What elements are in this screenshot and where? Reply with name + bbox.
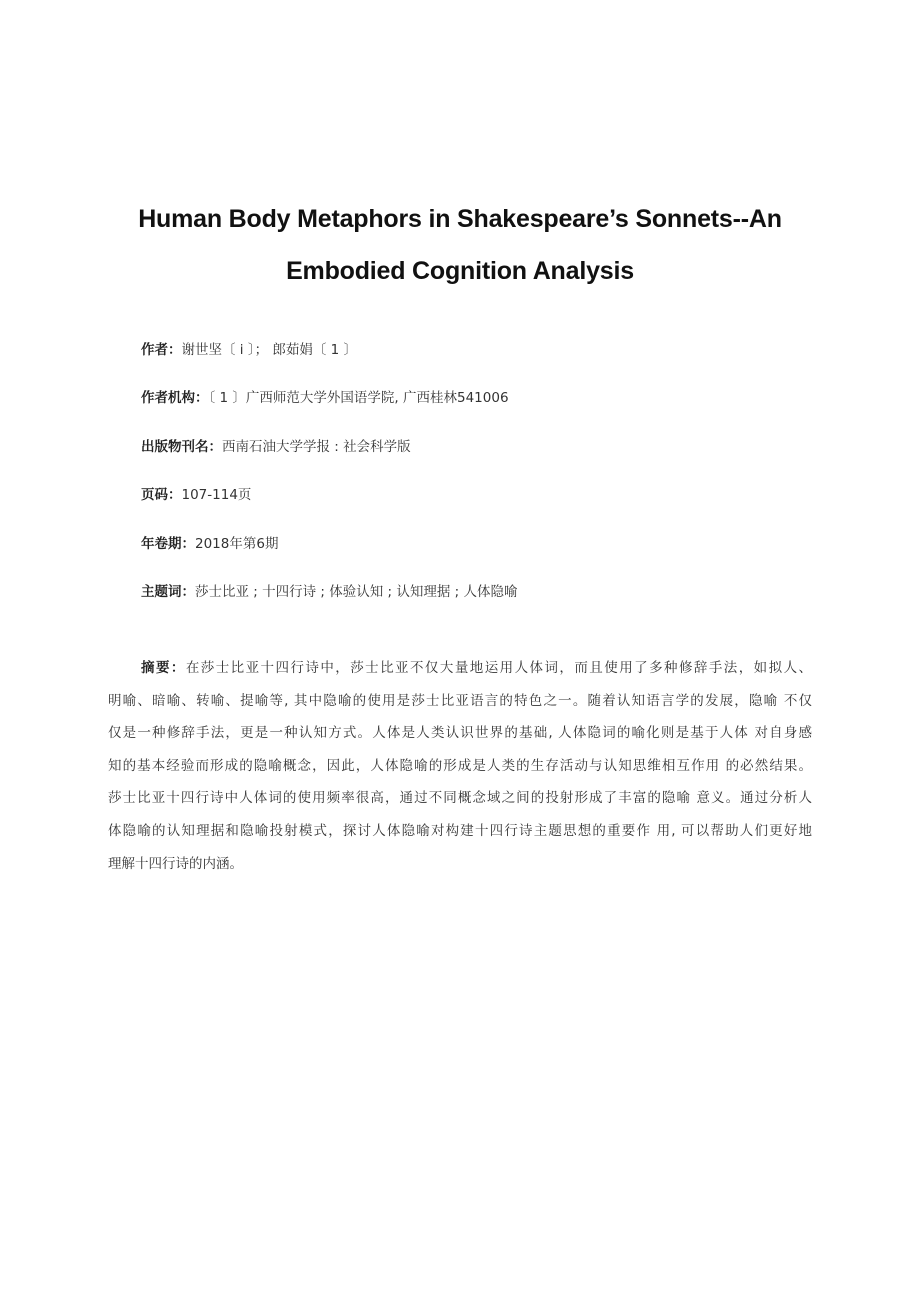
abstract-line-7: 理解十四行诗的内涵。 — [108, 855, 243, 872]
meta-affiliation — [141, 388, 821, 408]
meta-journal — [141, 437, 821, 457]
abstract — [108, 652, 812, 880]
paper-title — [60, 193, 860, 297]
abstract-line-3: 仅是一种修辞手法，更是一种认知方式。人体是人类认识世界的基础, 人体隐词的喻化则是基于人体 对自身感 — [108, 725, 812, 742]
meta-authors — [141, 340, 821, 360]
meta-value: 〔 1 〕广西师范大学外国语学院, 广西桂林541006 — [208, 390, 509, 406]
abstract-text: 在莎士比亚十四行诗中，莎士比亚不仅大量地运用人体词，而且使用了多种修辞手法，如拟人、 — [185, 660, 813, 676]
meta-label: 作者机构： — [141, 390, 209, 406]
meta-value: 2018年第6期 — [195, 536, 279, 552]
abstract-line-1 — [108, 652, 812, 685]
meta-label: 年卷期： — [141, 536, 195, 552]
paper-title-line-1: Human Body Metaphors in Shakespeare’s Sonnets--An — [138, 205, 782, 233]
paper-title-line-2: Embodied Cognition Analysis — [286, 257, 634, 285]
abstract-line-4: 知的基本经验而形成的隐喻概念，因此，人体隐喻的形成是人类的生存活动与认知思维相互作用 的必然结果。 — [108, 757, 812, 774]
meta-value: 107-114页 — [181, 487, 252, 503]
meta-value: 西南石油大学学报 : 社会科学版 — [222, 439, 411, 455]
meta-label: 页码： — [141, 487, 182, 503]
abstract-line-6: 体隐喻的认知理据和隐喻投射模式，探讨人体隐喻对构建十四行诗主题思想的重要作 用, 可以帮助人们更好地 — [108, 822, 812, 839]
meta-value: 莎士比亚 ; 十四行诗 ; 体验认知 ; 认知理据 ; 人体隐喻 — [195, 584, 518, 600]
meta-label: 主题词： — [141, 584, 195, 600]
abstract-line-5: 莎士比亚十四行诗中人体词的使用频率很高，通过不同概念域之间的投射形成了丰富的隐喻 意义。通过分析人 — [108, 790, 812, 807]
meta-keywords — [141, 582, 821, 602]
abstract-line-2: 明喻、暗喻、转喻、提喻等, 其中隐喻的使用是莎士比亚语言的特色之一。随着认知语言学的发展，隐喻 不仅 — [108, 692, 812, 709]
abstract-label: 摘要： — [141, 660, 186, 676]
meta-pages — [141, 485, 821, 505]
meta-issue — [141, 534, 821, 554]
meta-value: 谢世坚〔 i 〕； 郎茹娟〔 1 〕 — [181, 342, 358, 358]
meta-label: 出版物刊名： — [141, 439, 222, 455]
meta-label: 作者： — [141, 342, 182, 358]
